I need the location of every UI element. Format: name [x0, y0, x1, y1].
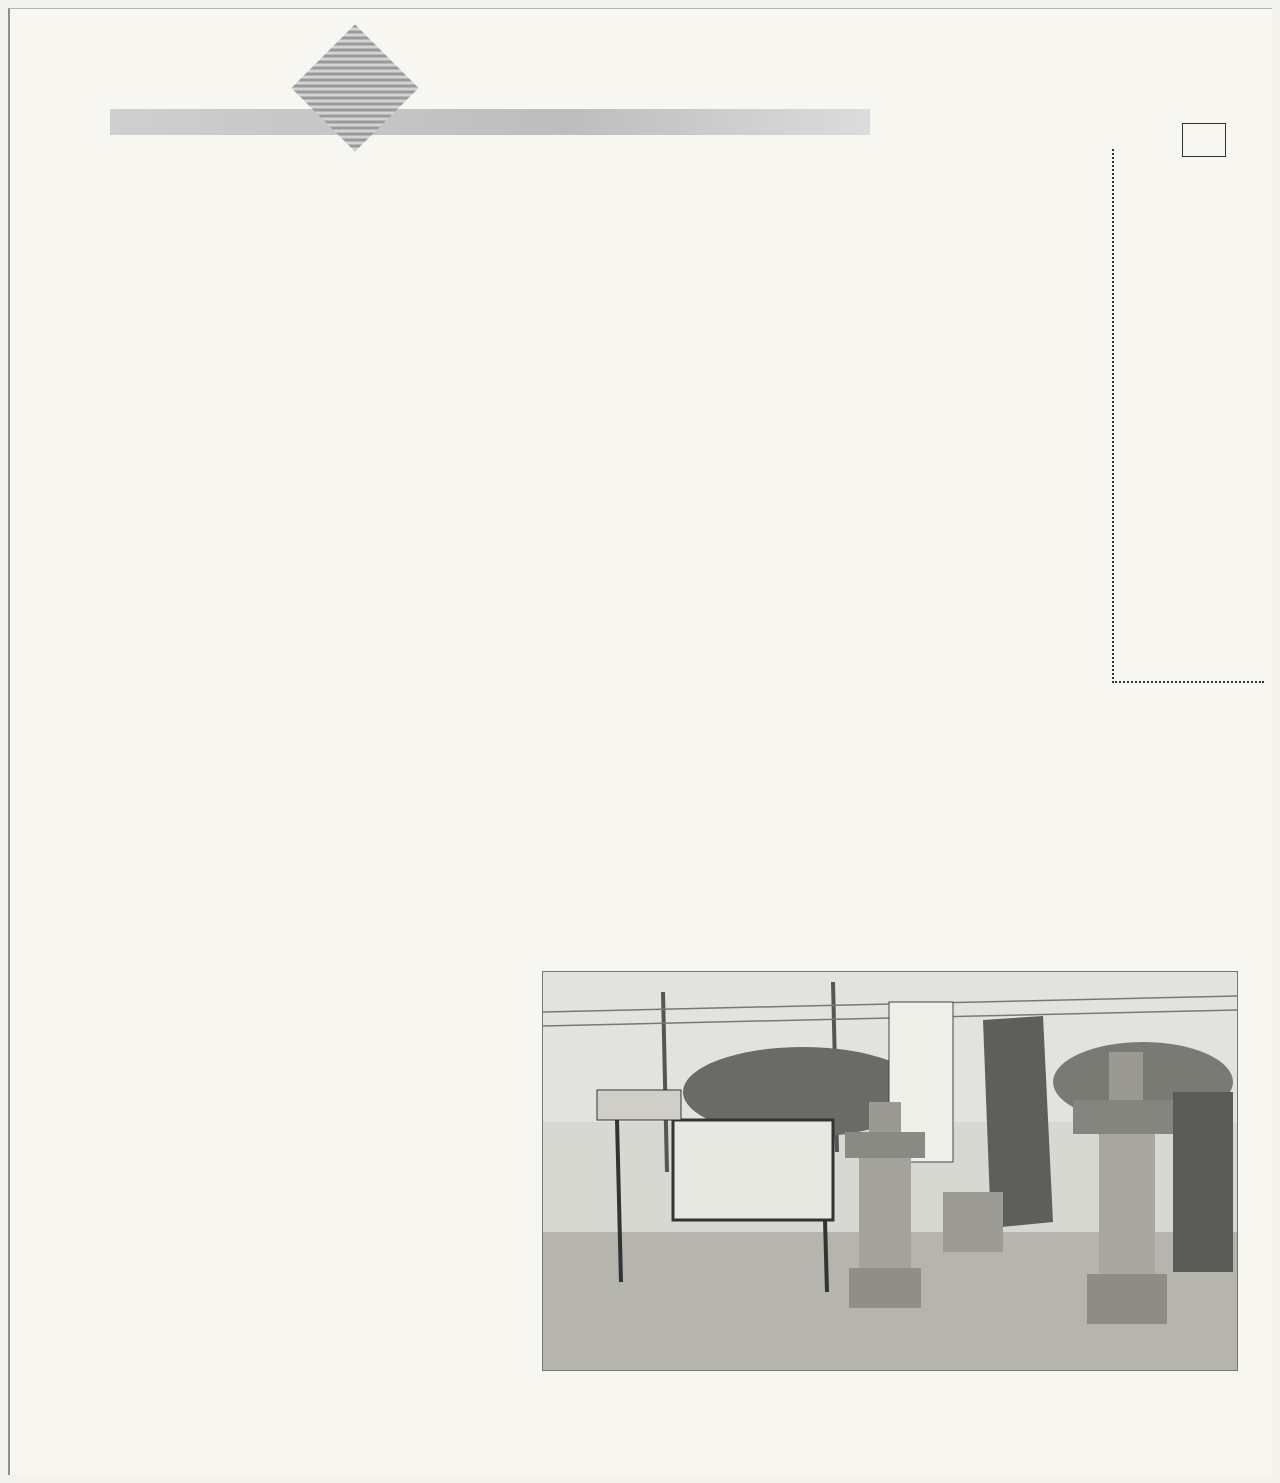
battlefield-photo — [542, 971, 1238, 1371]
series-box — [1112, 149, 1264, 683]
newspaper-page — [8, 8, 1272, 1475]
monument-illustration — [543, 972, 1237, 1370]
masthead-band — [110, 109, 870, 135]
masthead — [80, 21, 840, 151]
